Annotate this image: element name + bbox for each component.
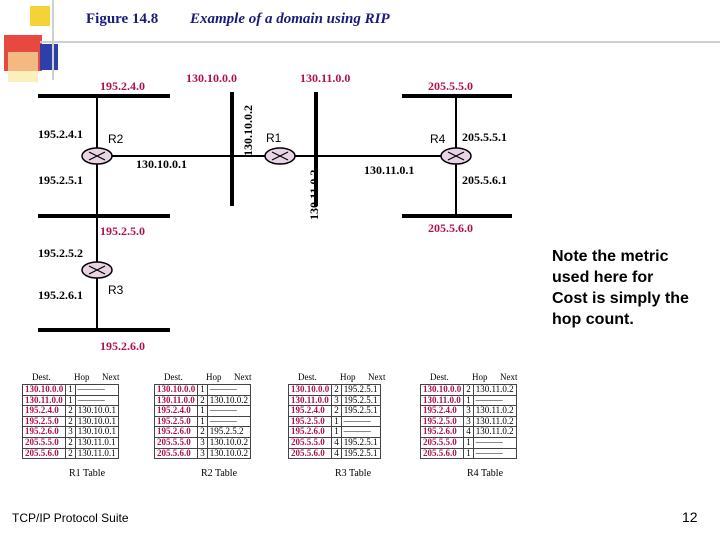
- network-label: 195.2.5.0: [100, 224, 145, 238]
- table-caption: R3 Table: [334, 468, 372, 479]
- router-r2-icon: [82, 148, 112, 164]
- table-row: 205.5.6.0 4 195.2.5.1: [289, 448, 381, 459]
- column-header-dest: Dest.: [164, 372, 183, 382]
- table-row: 130.10.0.0 1 ———: [23, 385, 119, 396]
- interface-label: 195.2.4.1: [38, 127, 83, 141]
- table-row: 195.2.6.0 4 130.11.0.2: [421, 427, 517, 438]
- table-row: 205.5.6.0 2 130.11.0.1: [23, 448, 119, 459]
- table-row: 130.11.0.0 1 ———: [421, 395, 517, 406]
- column-header-hop: Hop: [472, 372, 488, 382]
- table-row: 130.11.0.0 2 130.10.0.2: [155, 395, 251, 406]
- table-row: 195.2.4.0 2 130.10.0.1: [23, 406, 119, 417]
- table-caption: R1 Table: [68, 468, 106, 479]
- table-row: 195.2.4.0 2 195.2.5.1: [289, 406, 381, 417]
- page-number: 12: [682, 509, 698, 525]
- network-label: 130.10.0.0: [186, 71, 237, 85]
- interface-label: 130.10.0.2: [241, 105, 255, 156]
- router-label-r1: R1: [266, 131, 282, 145]
- column-header-next: Next: [102, 372, 120, 382]
- table-row: 205.5.6.0 3 130.10.0.2: [155, 448, 251, 459]
- figure-number: Figure 14.8: [86, 11, 159, 27]
- routing-table-grid: [288, 384, 381, 459]
- table-row: 130.10.0.0 2 195.2.5.1: [289, 385, 381, 396]
- column-header-hop: Hop: [74, 372, 90, 382]
- router-label-r3: R3: [108, 283, 124, 297]
- interface-label: 205.5.6.1: [462, 173, 507, 187]
- table-row: 195.2.4.0 3 130.11.0.2: [421, 406, 517, 417]
- column-header-hop: Hop: [340, 372, 356, 382]
- routing-table-grid: [420, 384, 517, 459]
- table-row: 195.2.5.0 1 ———: [289, 416, 381, 427]
- network-label: 130.11.0.0: [300, 71, 351, 85]
- table-row: 195.2.5.0 1 ———: [155, 416, 251, 427]
- table-row: 195.2.5.0 2 130.10.0.1: [23, 416, 119, 427]
- table-caption: R2 Table: [200, 468, 238, 479]
- table-row: 195.2.6.0 3 130.10.0.1: [23, 427, 119, 438]
- interface-label: 130.10.0.1: [136, 157, 187, 171]
- routing-table-grid: [154, 384, 251, 459]
- table-row: 195.2.4.0 1 ———: [155, 406, 251, 417]
- router-r1-icon: [265, 148, 295, 164]
- table-row: 195.2.6.0 2 195.2.5.2: [155, 427, 251, 438]
- column-header-next: Next: [368, 372, 386, 382]
- table-row: 205.5.5.0 1 ———: [421, 437, 517, 448]
- network-label: 205.5.5.0: [428, 79, 473, 93]
- table-row: 130.11.0.0 3 195.2.5.1: [289, 395, 381, 406]
- table-caption: R4 Table: [466, 468, 504, 479]
- interface-label: 195.2.5.2: [38, 246, 83, 260]
- table-row: 205.5.5.0 3 130.10.0.2: [155, 437, 251, 448]
- router-label-r2: R2: [108, 132, 124, 146]
- table-row: 195.2.5.0 3 130.11.0.2: [421, 416, 517, 427]
- note-text: Note the metric used here for Cost is simply the hop count.: [552, 248, 689, 328]
- router-r3-icon: [82, 262, 112, 278]
- column-header-dest: Dest.: [32, 372, 51, 382]
- table-row: 205.5.5.0 4 195.2.5.1: [289, 437, 381, 448]
- router-label-r4: R4: [430, 132, 446, 146]
- footer-book-title: TCP/IP Protocol Suite: [12, 511, 129, 525]
- routing-table-grid: [22, 384, 119, 459]
- table-row: 130.10.0.0 1 ———: [155, 385, 251, 396]
- column-header-hop: Hop: [206, 372, 222, 382]
- network-label: 195.2.4.0: [100, 79, 145, 93]
- interface-label: 195.2.6.1: [38, 288, 83, 302]
- interface-label: 195.2.5.1: [38, 173, 83, 187]
- column-header-next: Next: [500, 372, 518, 382]
- table-row: 130.10.0.0 2 130.11.0.2: [421, 385, 517, 396]
- network-label: 195.2.6.0: [100, 339, 145, 353]
- network-label: 205.5.6.0: [428, 221, 473, 235]
- table-row: 205.5.5.0 2 130.11.0.1: [23, 437, 119, 448]
- interface-label: 130.11.0.1: [364, 163, 415, 177]
- column-header-dest: Dest.: [430, 372, 449, 382]
- table-row: 205.5.6.0 1 ———: [421, 448, 517, 459]
- router-r4-icon: [441, 148, 471, 164]
- column-header-next: Next: [234, 372, 252, 382]
- figure-title: Example of a domain using RIP: [190, 11, 390, 27]
- table-row: 130.11.0.0 1 ———: [23, 395, 119, 406]
- column-header-dest: Dest.: [298, 372, 317, 382]
- table-row: 195.2.6.0 1 ———: [289, 427, 381, 438]
- interface-label: 205.5.5.1: [462, 130, 507, 144]
- interface-label: 130.11.0.2: [307, 169, 321, 220]
